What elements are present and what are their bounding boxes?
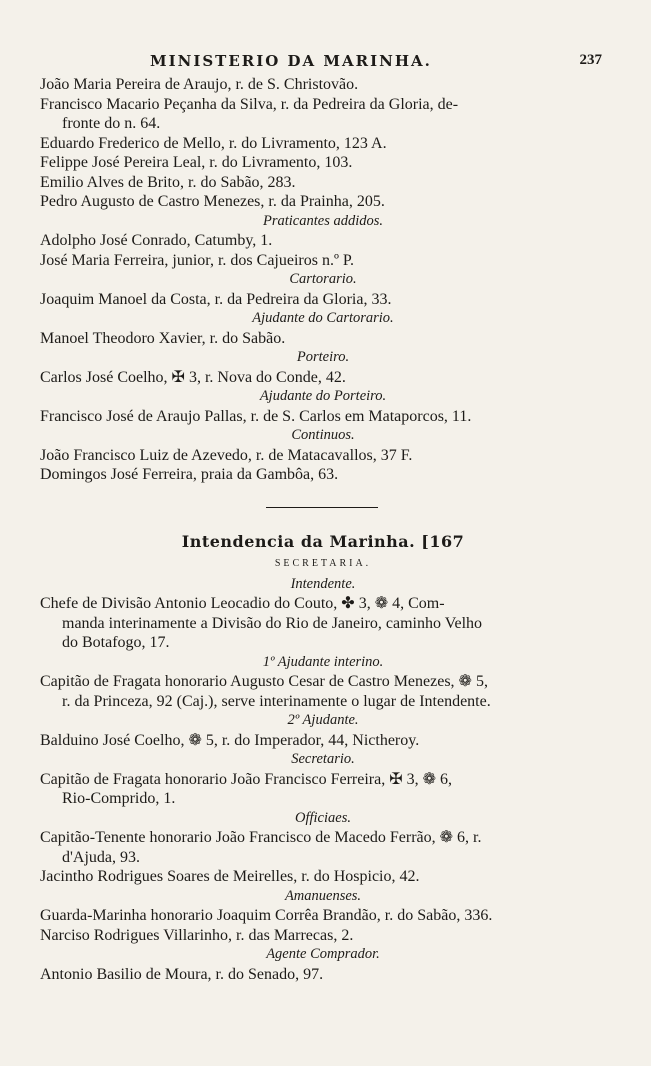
entry-line: Joaquim Manoel da Costa, r. da Pedreira da Gloria, 33. [40, 290, 392, 308]
entry-line: Manoel Theodoro Xavier, r. do Sabão. [40, 329, 286, 347]
section-title: Intendencia da Marinha. [167 [181, 531, 465, 551]
section-subtitle: SECRETARIA. [274, 557, 372, 569]
heading-amanuenses: Amanuenses. [284, 887, 362, 904]
section-divider [266, 507, 378, 508]
entry-line [40, 789, 606, 809]
entry-line [40, 692, 606, 712]
heading-officiaes: Officiaes. [295, 809, 351, 826]
entry-continuation: do Botafogo, 17. [62, 634, 170, 651]
entry-line: Francisco Macario Peçanha da Silva, r. da Pedreira da Gloria, de- [40, 95, 459, 113]
entry-line: Antonio Basilio de Moura, r. do Senado, 97. [40, 965, 324, 983]
page-header [40, 52, 600, 74]
entry-line: Eduardo Frederico de Mello, r. do Livramento, 123 A. [40, 134, 387, 152]
entry-line: Capitão de Fragata honorario João Francisco Ferreira, ✠ 3, ❁ 6, [40, 770, 453, 788]
heading-1-ajudante: 1º Ajudante interino. [262, 653, 384, 670]
heading-agente-comprador: Agente Comprador. [266, 946, 380, 962]
heading-praticantes: Praticantes addidos. [262, 212, 384, 229]
heading-ajudante-porteiro: Ajudante do Porteiro. [259, 388, 387, 404]
entry-line: Pedro Augusto de Castro Menezes, r. da Prainha, 205. [40, 193, 385, 210]
entry-continuation: r. da Princeza, 92 (Caj.), serve interinamente o lugar de Intendente. [62, 692, 491, 710]
entry-line: Emilio Alves de Brito, r. do Sabão, 283. [40, 173, 296, 191]
entry-line: João Francisco Luiz de Azevedo, r. de Matacavallos, 37 F. [40, 446, 413, 464]
entry-line: Adolpho José Conrado, Catumby, 1. [40, 232, 273, 249]
entry-line: José Maria Ferreira, junior, r. dos Cajueiros n.º P. [40, 251, 355, 269]
entry-line: João Maria Pereira de Araujo, r. de S. Christovão. [40, 76, 359, 93]
heading-continuos: Continuos. [291, 427, 355, 443]
entry-line [40, 614, 606, 634]
page-number: 237 [579, 52, 602, 68]
entry-line: Jacintho Rodrigues Soares de Meirelles, r. do Hospicio, 42. [40, 868, 420, 885]
entry-line: Felippe José Pereira Leal, r. do Livramento, 103. [40, 154, 353, 171]
entry-line [40, 848, 606, 868]
entry-line [40, 633, 606, 653]
entry-continuation: fronte do n. 64. [62, 115, 161, 132]
entry-line: Capitão-Tenente honorario João Francisco de Macedo Ferrão, ❁ 6, r. [40, 829, 482, 846]
running-head: MINISTERIO DA MARINHA. [150, 52, 432, 70]
entry-line: Carlos José Coelho, ✠ 3, r. Nova do Conde, 42. [40, 368, 346, 386]
entry-line: Chefe de Divisão Antonio Leocadio do Couto, ✤ 3, ❁ 4, Com- [40, 595, 445, 612]
page-body [40, 75, 606, 984]
entry-continuation: d'Ajuda, 93. [62, 848, 140, 866]
entry-line: Balduino José Coelho, ❁ 5, r. do Imperador, 44, Nictheroy. [40, 731, 420, 749]
heading-cartorario: Cartorario. [289, 271, 357, 287]
entry-line: Domingos José Ferreira, praia da Gambôa, 63. [40, 466, 339, 483]
heading-secretario: Secretario. [291, 751, 355, 767]
entry-line: Francisco José de Araujo Pallas, r. de S. Carlos em Mataporcos, 11. [40, 407, 472, 425]
heading-porteiro: Porteiro. [296, 349, 350, 365]
entry-line: Narciso Rodrigues Villarinho, r. das Marrecas, 2. [40, 926, 354, 944]
heading-intendente: Intendente. [290, 575, 356, 592]
entry-continuation: manda interinamente a Divisão do Rio de Janeiro, caminho Velho [62, 614, 483, 632]
entry-line: Capitão de Fragata honorario Augusto Cesar de Castro Menezes, ❁ 5, [40, 673, 488, 690]
entry-line [40, 114, 606, 134]
heading-ajudante-cartorario: Ajudante do Cartorario. [252, 310, 394, 326]
heading-2-ajudante: 2º Ajudante. [287, 712, 359, 728]
entry-line: Guarda-Marinha honorario Joaquim Corrêa Brandão, r. do Sabão, 336. [40, 907, 493, 924]
entry-continuation: Rio-Comprido, 1. [62, 790, 176, 807]
